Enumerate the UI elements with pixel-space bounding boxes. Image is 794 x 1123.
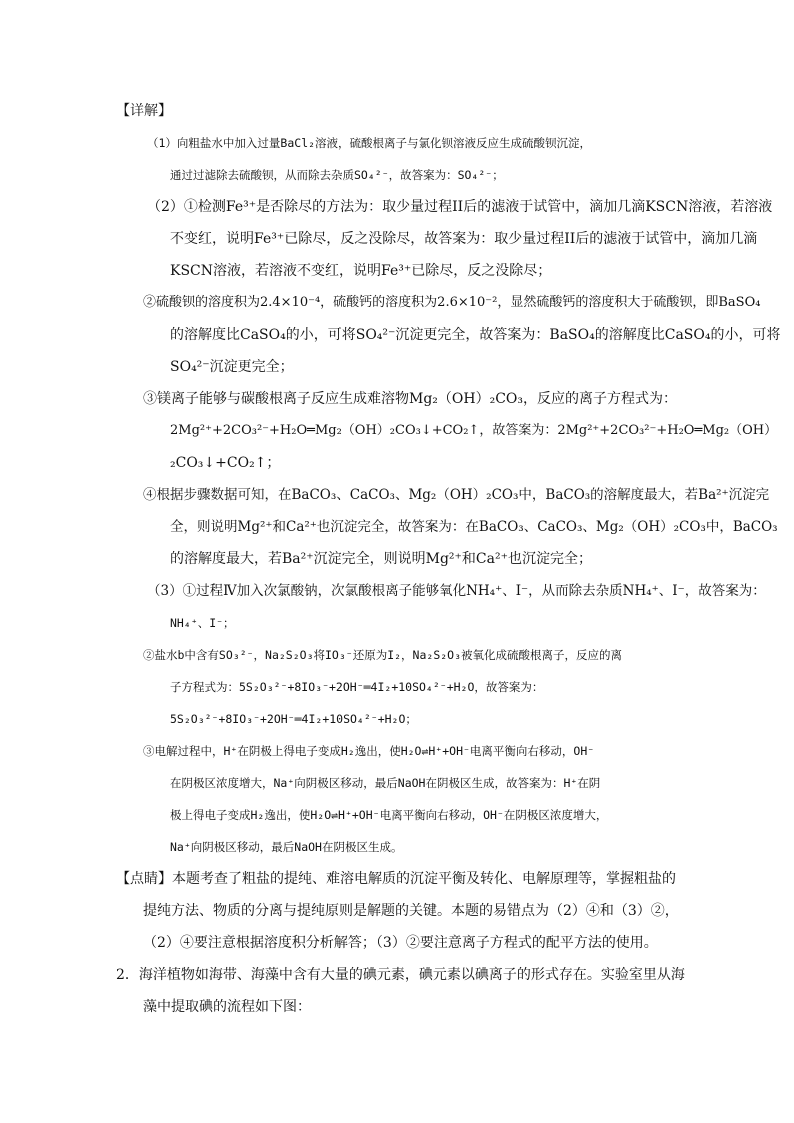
detail-p4-line3: ₂CO₃↓+CO₂↑； <box>170 455 281 471</box>
point-line2: 提纯方法、物质的分离与提纯原则是解题的关键。本题的易错点为（2）④和（3）②， <box>143 903 679 919</box>
detail-p2-line3: KSCN溶液，若溶液不变红，说明Fe³⁺已除尽，反之没除尽； <box>170 263 552 279</box>
detail-p8-line2: 在阴极区浓度增大，Na⁺向阴极区移动，最后NaOH在阴极区生成，故答案为：H⁺在阴 <box>170 776 601 790</box>
detail-p1-line1: （1）向粗盐水中加入过量BaCl₂溶液，硫酸根离子与氯化钡溶液反应生成硫酸钡沉淀， <box>147 136 592 150</box>
detail-p1-line2: 通过过滤除去硫酸钡，从而除去杂质SO₄²⁻，故答案为：SO₄²⁻； <box>170 168 504 182</box>
detail-p7-line2: 子方程式为：5S₂O₃²⁻+8IO₃⁻+2OH⁻═4I₂+10SO₄²⁻+H₂O，故答案为： <box>170 680 544 694</box>
point-line1: 【点睛】本题考查了粗盐的提纯、难溶电解质的沉淀平衡及转化、电解原理等，掌握粗盐的 <box>116 871 676 887</box>
detail-p5-line1: ④根据步骤数据可知，在BaCO₃、CaCO₃、Mg₂（OH）₂CO₃中，BaCO₃的溶解度最大，若Ba²⁺沉淀完 <box>143 487 770 503</box>
detail-p6-line1: （3）①过程Ⅳ加入次氯酸钠，次氯酸根离子能够氧化NH₄⁺、I⁻，从而除去杂质NH₄⁺、I⁻，故答案为： <box>147 583 766 599</box>
detail-p3-line3: SO₄²⁻沉淀更完全； <box>170 359 294 375</box>
detail-p2-line1: （2）①检测Fe³⁺是否除尽的方法为：取少量过程II后的滤液于试管中，滴加几滴KSCN溶液，若溶液 <box>147 199 773 215</box>
point-line3: （2）④要注意根据溶度积分析解答；（3）②要注意离子方程式的配平方法的使用。 <box>143 935 658 951</box>
detail-p4-line1: ③镁离子能够与碳酸根离子反应生成难溶物Mg₂（OH）₂CO₃，反应的离子方程式为： <box>143 391 678 407</box>
detail-p4-line2: 2Mg²⁺+2CO₃²⁻+H₂O═Mg₂（OH）₂CO₃↓+CO₂↑，故答案为：2Mg²⁺+2CO₃²⁻+H₂O═Mg₂（OH） <box>170 423 778 438</box>
detail-p6-line2: NH₄⁺、I⁻； <box>170 616 235 630</box>
detail-p3-line1: ②硫酸钡的溶度积为2.4×10⁻⁴，硫酸钙的溶度积为2.6×10⁻²，显然硫酸钙的溶度积大于硫酸钡，即BaSO₄ <box>143 295 761 310</box>
question2-line2: 藻中提取碘的流程如下图： <box>143 999 311 1015</box>
detail-p8-line1: ③电解过程中，H⁺在阴极上得电子变成H₂逸出，使H₂O⇌H⁺+OH⁻电离平衡向右移动，OH⁻ <box>143 744 595 758</box>
detail-p5-line2: 全，则说明Mg²⁺和Ca²⁺也沉淀完全，故答案为：在BaCO₃、CaCO₃、Mg₂（OH）₂CO₃中，BaCO₃ <box>170 519 778 535</box>
question2-line1: 2．海洋植物如海带、海藻中含有大量的碘元素，碘元素以碘离子的形式存在。实验室里从海 <box>116 967 685 983</box>
detail-p3-line2: 的溶解度比CaSO₄的小，可将SO₄²⁻沉淀更完全，故答案为：BaSO₄的溶解度比CaSO₄的小，可将 <box>170 327 781 343</box>
detail-p2-line2: 不变红，说明Fe³⁺已除尽，反之没除尽，故答案为：取少量过程II后的滤液于试管中，滴加几滴 <box>170 231 758 247</box>
detail-heading: 【详解】 <box>116 103 172 119</box>
detail-p8-line4: Na⁺向阴极区移动，最后NaOH在阴极区生成。 <box>170 840 403 854</box>
detail-p8-line3: 极上得电子变成H₂逸出，使H₂O⇌H⁺+OH⁻电离平衡向右移动，OH⁻在阴极区浓度增大， <box>170 808 608 822</box>
detail-p7-line1: ②盐水b中含有SO₃²⁻，Na₂S₂O₃将IO₃⁻还原为I₂，Na₂S₂O₃被氧化成硫酸根离子，反应的离 <box>143 648 623 662</box>
detail-p5-line3: 的溶解度最大，若Ba²⁺沉淀完全，则说明Mg²⁺和Ca²⁺也沉淀完全； <box>170 551 592 567</box>
detail-p7-line3: 5S₂O₃²⁻+8IO₃⁻+2OH⁻═4I₂+10SO₄²⁻+H₂O； <box>170 712 417 726</box>
